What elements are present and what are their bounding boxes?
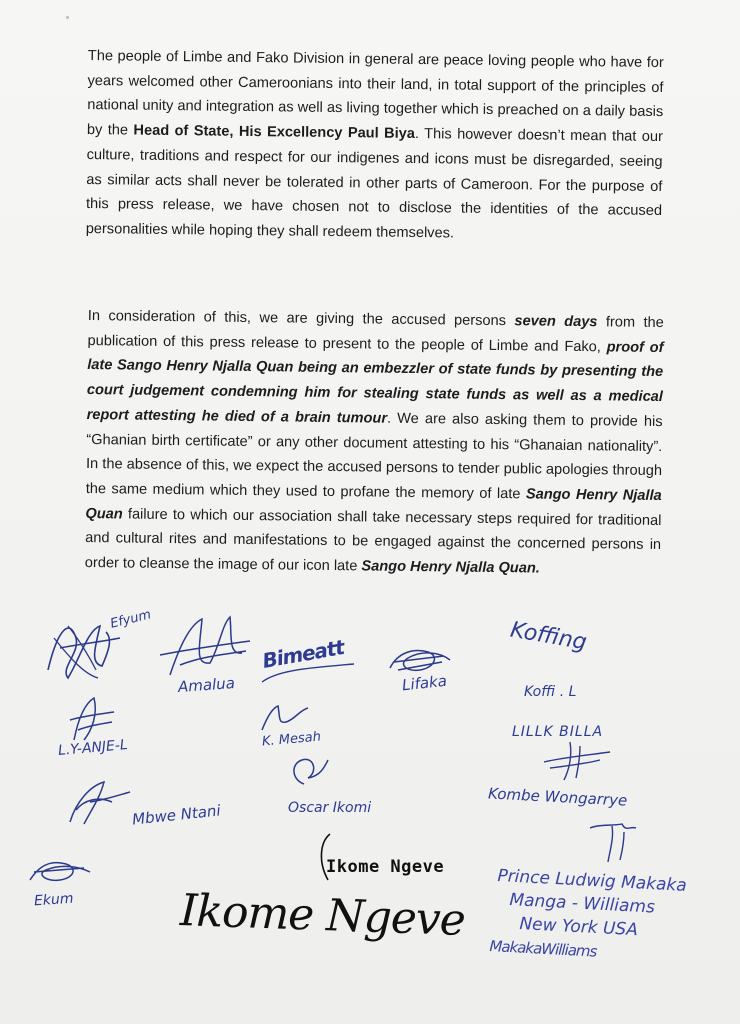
sig-12-name: Ekum [33,890,74,910]
p2-segment: Sango Henry Njalla Quan. [361,558,540,577]
p2-segment: failure to which our association shall take necessary steps required for traditional and cultural rites and manifestations to be engaged against the concerned persons in order to cleanse the image of our icon late [84,506,662,575]
sig-9-name: Mbwe Ntani [131,801,222,829]
signature-scribble [26,852,96,892]
p2-segment: proof of late Sango Henry Njalla Quan being an embezzler of state funds by presenting the court judgement condemning him for stealing state funds as well as a medical report attesting he died of a brain tumour [86,339,664,427]
ikome-signature: Ikome Ngeve [179,885,466,946]
signature-bimeatt-stroke [258,660,368,690]
sig-4-name: Lifaka [401,671,448,695]
sig-1-name: Efyum [108,607,153,632]
sig-6-name: LILLK BILLA [512,724,604,740]
signature-scribble [258,660,368,690]
paragraph-2 [85,304,664,583]
sig-10-name: Oscar Ikomi [288,800,372,816]
prince-line-3: New York USA [518,914,639,941]
p2-segment: seven days [514,313,598,331]
p2-segment: from the publication of this press release to present to the people of Limbe and Fako, [87,314,664,356]
sig-5-name: Koffi . L [524,684,577,700]
sig-7-name: L.Y-ANJE-L [57,736,129,760]
signature-loop [284,750,334,790]
prince-line-1: Prince Ludwig Makaka [496,866,688,896]
signature-scribble [284,750,334,790]
signature-scribble [60,772,140,832]
sig-8-name: K. Mesah [261,729,322,750]
sig-3-name: Bimeatt [260,635,346,673]
p2-segment: Sango Henry Njalla Quan [85,486,662,523]
p2-segment: In consideration of this, we are giving the accused persons [87,307,515,330]
p1-segment: The people of Limbe and Fako Division in general are peace loving people who have for years welcomed other Cameroonians into their land, in total support of the principles of national unity and integration as well as living together which is preached on a daily basis by the [86,47,664,139]
signature-mbwe [60,772,140,832]
signature-ekum [26,852,96,892]
signature-scribble [586,818,646,868]
prince-line-2: Manga - Williams [508,890,656,918]
paper-speck [66,16,69,19]
signature-kombe-mark [586,818,646,868]
p1-segment: . This however doesn’t mean that our culture, traditions and respect for our indigenes and icons must be disregarded, seeing as similar acts shall never be tolerated in other parts of Cameroon. For the purpose of this press release, we have chosen not to disclose the identities of the accused personalities while hoping they shall redeem themselves. [85,126,664,242]
typed-name-ikome: Ikome Ngeve [326,857,445,877]
prince-signature: MakakaWilliams [489,936,597,961]
paragraph-1 [86,44,664,249]
p2-segment: . We are also asking them to provide his “Ghanian birth certificate” or any other document attesting to his “Ghanaian nationality”. In the absence of this, we expect the accused persons to tender public apologies through the same medium which they used to profane the memory of late [85,410,663,503]
p1-segment: Head of State, His Excellency Paul Biya [133,122,416,143]
sig-5-mark: Koffing [508,617,589,656]
signature-billa-stroke [540,738,620,784]
sig-11-name: Kombe Wongarrye [487,784,628,810]
signature-scribble [540,738,620,784]
sig-2-name: Amalua [177,674,236,696]
